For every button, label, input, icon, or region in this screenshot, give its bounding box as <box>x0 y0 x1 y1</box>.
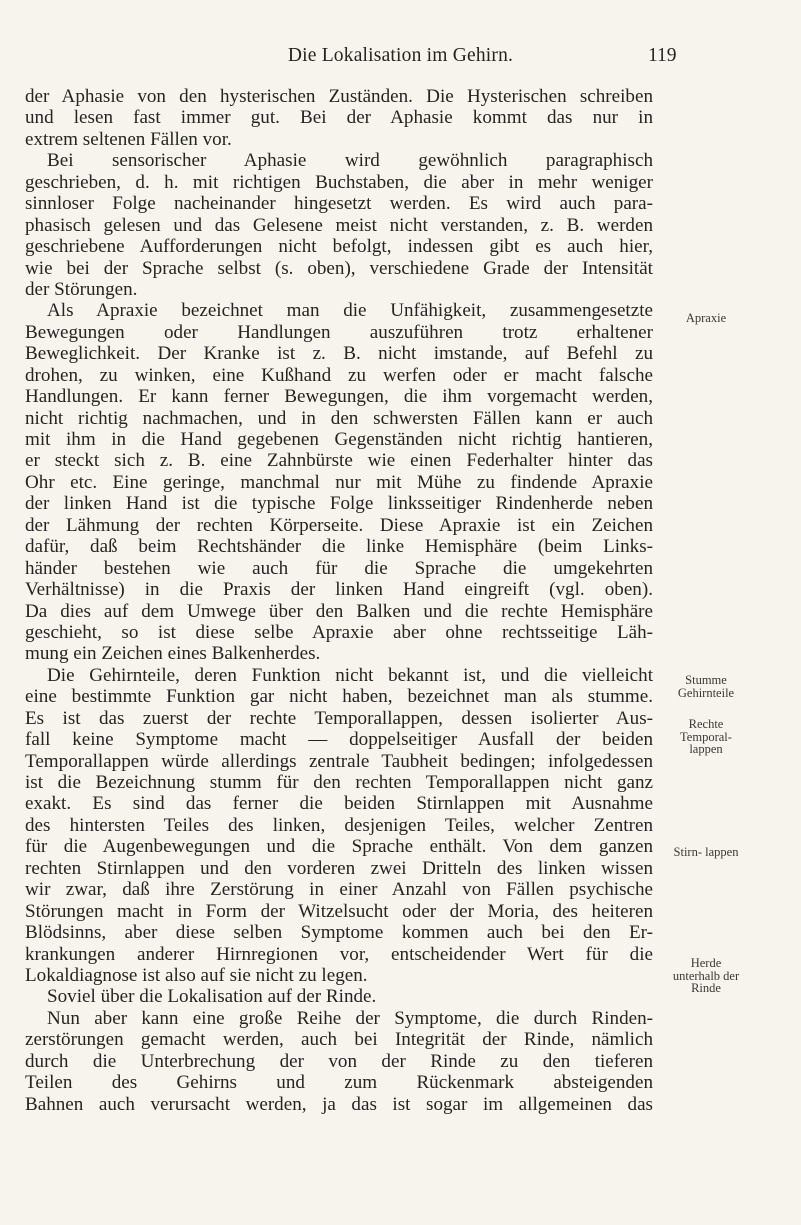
margin-note-rechte-temporallappen: Rechte Temporal- lappen <box>680 717 732 756</box>
text-line: der Störungen. <box>25 278 138 300</box>
text-line: mit ihm in die Hand gegebenen Gegenständen nicht richtig hantieren, <box>25 429 653 450</box>
text-line: Blödsinns, aber diese selben Symptome kommen auch bei den Er- <box>25 922 653 944</box>
text-line: Beweglichkeit. Der Kranke ist z. B. nicht imstande, auf Befehl zu <box>25 343 653 365</box>
margin-note-stirnlappen: Stirn- lappen <box>673 845 739 859</box>
text-line: geschieht, so ist diese selbe Apraxie aber ohne rechtsseitige Läh- <box>25 621 653 643</box>
text-line: Nun aber kann eine große Reihe der Symptome, die durch Rinden- <box>47 1007 653 1029</box>
text-line: Temporallappen würde allerdings zentrale Taubheit bedingen; infolgedessen <box>25 750 653 772</box>
text-line: der Lähmung der rechten Körperseite. Diese Apraxie ist ein Zeichen <box>25 514 653 536</box>
text-line: dafür, daß beim Rechtshänder die linke Hemisphäre (beim Links- <box>25 536 653 558</box>
text-line: drohen, zu winken, eine Kußhand zu werfen oder er macht falsche <box>25 364 653 386</box>
text-line: des hintersten Teiles des linken, desjenigen Teiles, welcher Zentren <box>25 814 653 836</box>
text-line: Verhältnisse) in die Praxis der linken Hand eingreift (vgl. oben). <box>25 579 653 601</box>
margin-note-herde-unterhalb-der-rinde: Herde unterhalb der Rinde <box>672 956 740 995</box>
margin-note-apraxie: Apraxie <box>685 311 727 325</box>
running-title: Die Lokalisation im Gehirn. <box>287 45 514 66</box>
text-line: geschriebene Aufforderungen nicht befolgt, indessen gibt es auch hier, <box>25 236 653 258</box>
text-line: ist die Bezeichnung stumm für den rechten Temporallappen nicht ganz <box>25 772 653 793</box>
text-line: der linken Hand ist die typische Folge linksseitiger Rindenherde neben <box>25 493 653 515</box>
text-line: rechten Stirnlappen und den vorderen zwei Dritteln des linken wissen <box>25 857 653 879</box>
text-line: Ohr etc. Eine geringe, manchmal nur mit Mühe zu findende Apraxie <box>25 471 653 493</box>
text-line: Als Apraxie bezeichnet man die Unfähigkeit, zusammengesetzte <box>47 300 653 322</box>
text-line: exakt. Es sind das ferner die beiden Stirnlappen mit Ausnahme <box>25 793 653 815</box>
text-line: für die Augenbewegungen und die Sprache enthält. Von dem ganzen <box>25 836 653 858</box>
text-line: Bewegungen oder Handlungen auszuführen trotz erhaltener <box>25 321 653 343</box>
text-line: mung ein Zeichen eines Balkenherdes. <box>25 643 321 665</box>
text-line: Handlungen. Er kann ferner Bewegungen, die ihm vorgemacht werden, <box>25 386 653 408</box>
text-line: zerstörungen gemacht werden, auch bei Integrität der Rinde, nämlich <box>25 1029 653 1051</box>
text-line: Da dies auf dem Umwege über den Balken und die rechte Hemisphäre <box>25 600 653 622</box>
text-line: wie bei der Sprache selbst (s. oben), verschiedene Grade der Intensität <box>25 257 653 279</box>
text-line: der Aphasie von den hysterischen Zuständen. Die Hysterischen schreiben <box>25 86 653 107</box>
text-line: Die Gehirnteile, deren Funktion nicht bekannt ist, und die vielleicht <box>47 664 653 686</box>
text-line: Soviel über die Lokalisation auf der Rinde. <box>47 986 377 1008</box>
text-line: phasisch gelesen und das Gelesene meist nicht verstanden, z. B. werden <box>25 214 653 236</box>
text-line: er steckt sich z. B. eine Zahnbürste wie einen Federhalter hinter das <box>25 450 653 472</box>
page-header <box>0 45 801 75</box>
text-line: Es ist das zuerst der rechte Temporallappen, dessen isolierter Aus- <box>25 707 653 729</box>
text-line: Bahnen auch verursacht werden, ja das ist sogar im allgemeinen das <box>25 1093 653 1115</box>
text-line: händer bestehen wie auch für die Sprache die umgekehrten <box>25 557 653 579</box>
text-line: fall keine Symptome macht — doppelseitiger Ausfall der beiden <box>25 729 653 751</box>
margin-note-stumme-gehirnteile: Stumme Gehirnteile <box>677 673 735 700</box>
text-line: Lokaldiagnose ist also auf sie nicht zu legen. <box>25 964 368 986</box>
text-line: sinnloser Folge nacheinander hingesetzt werden. Es wird auch para- <box>25 193 653 215</box>
text-line: durch die Unterbrechung der von der Rinde zu den tieferen <box>25 1050 653 1072</box>
text-line: nicht richtig nachmachen, und in den schwersten Fällen kann er auch <box>25 407 653 429</box>
text-line: geschrieben, d. h. mit richtigen Buchstaben, die aber in mehr weniger <box>25 171 653 193</box>
text-line: und lesen fast immer gut. Bei der Aphasie kommt das nur in <box>25 107 653 129</box>
text-line: extrem seltenen Fällen vor. <box>25 128 232 150</box>
text-line: krankungen anderer Hirnregionen vor, entscheidender Wert für die <box>25 943 653 965</box>
text-line: Bei sensorischer Aphasie wird gewöhnlich paragraphisch <box>47 150 653 172</box>
text-line: eine bestimmte Funktion gar nicht haben, bezeichnet man als stumme. <box>25 686 653 708</box>
text-line: wir zwar, daß ihre Zerstörung in einer Anzahl von Fällen psychische <box>25 879 653 901</box>
text-line: Teilen des Gehirns und zum Rückenmark absteigenden <box>25 1072 653 1094</box>
page-number: 119 <box>648 45 677 66</box>
body-text <box>25 86 653 1115</box>
text-line: Störungen macht in Form der Witzelsucht oder der Moria, des heiteren <box>25 900 653 922</box>
